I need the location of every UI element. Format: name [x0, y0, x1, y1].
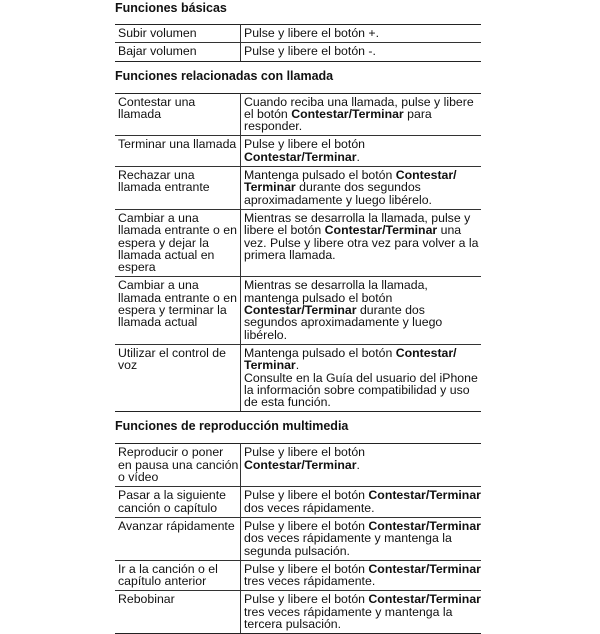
- section-media: [115, 419, 481, 634]
- section-title: Funciones básicas: [115, 1, 227, 15]
- table-row: [115, 136, 481, 167]
- table-row: [115, 344, 481, 411]
- table-row: [115, 591, 481, 634]
- action-cell: Rebobinar: [115, 591, 241, 634]
- description-cell: Cuando reciba una llamada, pulse y libere el botón Contestar/Terminar para responder.: [241, 93, 482, 136]
- table-row: [115, 560, 481, 591]
- section-call: [115, 69, 481, 413]
- table-row: [115, 167, 481, 210]
- description-cell: Mantenga pulsado el botón Contestar/ Terminar. Consulte en la Guía del usuario del iPhone la información sobre compatibilidad y uso de esta función.: [241, 344, 482, 411]
- description-cell: Mientras se desarrolla la llamada, pulse y libere el botón Contestar/Terminar una vez. Pulse y libere otra vez para volver a la primera llamada.: [241, 209, 482, 276]
- action-cell: Cambiar a una llamada entrante o en espera y terminar la llamada actual: [115, 277, 241, 344]
- manual-page: [115, 0, 481, 634]
- table-row: [115, 277, 481, 344]
- table-row: [115, 25, 481, 43]
- description-cell: Pulse y libere el botón -.: [241, 43, 482, 61]
- call-functions-table: [115, 93, 481, 413]
- action-cell: Rechazar una llamada entrante: [115, 167, 241, 210]
- description-cell: Pulse y libere el botón Contestar/Terminar dos veces rápidamente.: [241, 487, 482, 518]
- description-cell: Pulse y libere el botón Contestar/Terminar tres veces rápidamente.: [241, 560, 482, 591]
- section-title: Funciones relacionadas con llamada: [115, 68, 334, 83]
- table-row: [115, 487, 481, 518]
- action-cell: Contestar una llamada: [115, 93, 241, 136]
- section-basic: [115, 0, 481, 62]
- description-cell: Pulse y libere el botón Contestar/Terminar tres veces rápidamente y mantenga la tercera pulsación.: [241, 591, 482, 634]
- action-cell: Avanzar rápidamente: [115, 517, 241, 560]
- table-row: [115, 93, 481, 136]
- description-cell: Mientras se desarrolla la llamada, mantenga pulsado el botón Contestar/Terminar durante dos segundos aproximadamente y luego libérelo.: [241, 277, 482, 344]
- description-cell: Pulse y libere el botón +.: [241, 25, 482, 43]
- description-cell: Mantenga pulsado el botón Contestar/ Terminar durante dos segundos aproximadamente y luego libérelo.: [241, 167, 482, 210]
- description-cell: Pulse y libere el botón Contestar/Terminar dos veces rápidamente y mantenga la segunda pulsación.: [241, 517, 482, 560]
- action-cell: Reproducir o poner en pausa una canción o vídeo: [115, 444, 241, 487]
- table-row: [115, 517, 481, 560]
- action-cell: Bajar volumen: [115, 43, 241, 61]
- description-cell: Pulse y libere el botón Contestar/Terminar.: [241, 136, 482, 167]
- action-cell: Terminar una llamada: [115, 136, 241, 167]
- media-functions-table: [115, 443, 481, 634]
- table-row: [115, 444, 481, 487]
- action-cell: Subir volumen: [115, 25, 241, 43]
- description-cell: Pulse y libere el botón Contestar/Terminar.: [241, 444, 482, 487]
- basic-functions-table: [115, 24, 481, 62]
- action-cell: Utilizar el control de voz: [115, 344, 241, 411]
- action-cell: Cambiar a una llamada entrante o en espera y dejar la llamada actual en espera: [115, 209, 241, 276]
- action-cell: Pasar a la siguiente canción o capítulo: [115, 487, 241, 518]
- section-title: Funciones de reproducción multimedia: [115, 419, 349, 434]
- table-row: [115, 43, 481, 61]
- action-cell: Ir a la canción o el capítulo anterior: [115, 560, 241, 591]
- table-row: [115, 209, 481, 276]
